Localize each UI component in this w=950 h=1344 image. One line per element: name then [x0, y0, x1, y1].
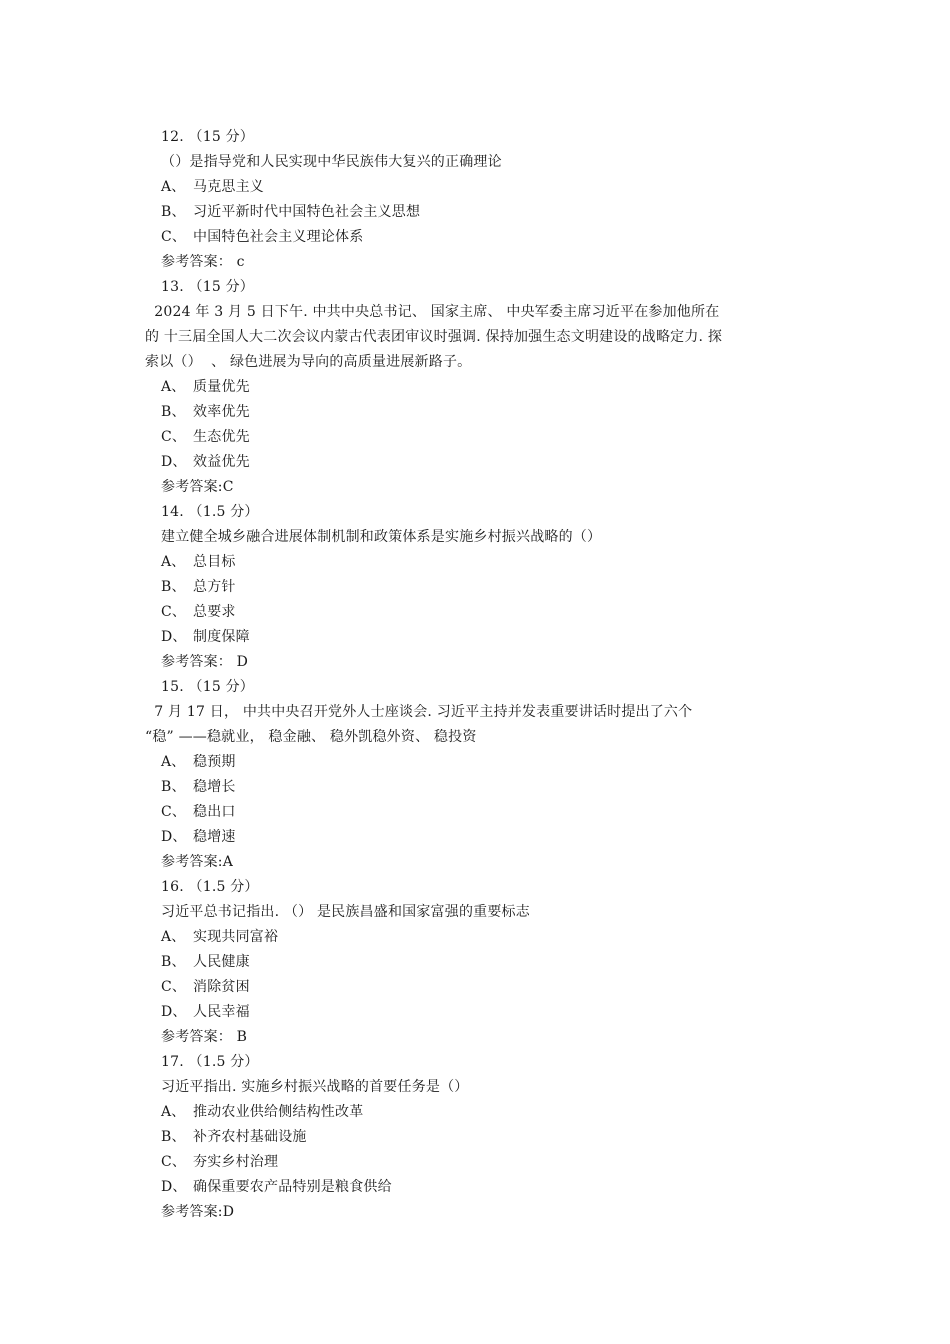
option-text: 马克思主义: [193, 179, 264, 195]
option-d: [145, 450, 815, 475]
question-header: 17. （1.5 分）: [161, 1054, 259, 1070]
question-14: [145, 500, 815, 675]
option-letter: A、: [161, 929, 186, 945]
option-c: [145, 1150, 815, 1175]
option-letter: A、: [161, 754, 186, 770]
option-letter: D、: [161, 1004, 187, 1020]
option-text: 生态优先: [193, 429, 250, 445]
question-stem-line: 2024 年 3 月 5 日下午. 中共中央总书记、 国家主席、 中央军委主席习近平在参加他所在: [145, 304, 720, 320]
option-letter: B、: [161, 204, 186, 220]
reference-answer: 参考答案： B: [161, 1029, 248, 1045]
option-d: [145, 825, 815, 850]
option-letter: D、: [161, 454, 187, 470]
question-12: [145, 125, 815, 275]
question-stem-line: 索以（） 、 绿色进展为导向的高质量进展新路子。: [145, 354, 472, 370]
reference-answer: 参考答案:C: [161, 479, 234, 495]
option-letter: A、: [161, 1104, 186, 1120]
option-c: [145, 225, 815, 250]
option-b: [145, 775, 815, 800]
question-15: [145, 675, 815, 875]
option-text: 习近平新时代中国特色社会主义思想: [193, 204, 421, 220]
option-letter: C、: [161, 804, 187, 820]
option-text: 夯实乡村治理: [193, 1154, 279, 1170]
option-text: 人民幸福: [193, 1004, 250, 1020]
option-letter: C、: [161, 979, 187, 995]
question-header: 16. （1.5 分）: [161, 879, 259, 895]
question-stem: 习近平总书记指出. （） 是民族昌盛和国家富强的重要标志: [161, 904, 530, 920]
option-text: 质量优先: [193, 379, 250, 395]
option-a: [145, 925, 815, 950]
option-letter: C、: [161, 1154, 187, 1170]
option-c: [145, 600, 815, 625]
option-letter: C、: [161, 604, 187, 620]
option-text: 中国特色社会主义理论体系: [193, 229, 364, 245]
question-stem-line: 7 月 17 日， 中共中央召开党外人士座谈会. 习近平主持并发表重要讲话时提出了六个: [145, 704, 693, 720]
option-b: [145, 950, 815, 975]
reference-answer: 参考答案:A: [161, 854, 234, 870]
option-d: [145, 1000, 815, 1025]
option-text: 消除贫困: [193, 979, 250, 995]
option-letter: D、: [161, 1179, 187, 1195]
option-letter: B、: [161, 404, 186, 420]
question-stem-line: “稳” ——稳就业， 稳金融、 稳外凯稳外资、 稳投资: [145, 729, 477, 745]
question-16: [145, 875, 815, 1050]
option-d: [145, 1175, 815, 1200]
option-letter: B、: [161, 779, 186, 795]
reference-answer: 参考答案:D: [161, 1204, 235, 1220]
option-text: 人民健康: [193, 954, 250, 970]
question-header: 13. （15 分）: [161, 279, 254, 295]
question-13: [145, 275, 815, 500]
option-text: 确保重要农产品特别是粮食供给: [193, 1179, 392, 1195]
option-b: [145, 575, 815, 600]
reference-answer: 参考答案： c: [161, 254, 245, 270]
option-text: 补齐农村基础设施: [193, 1129, 307, 1145]
question-stem-line: 的 十三届全国人大二次会议内蒙古代表团审议时强调. 保持加强生态文明建设的战略定力. 探: [145, 329, 723, 345]
option-text: 稳预期: [193, 754, 236, 770]
question-list: [145, 125, 815, 1225]
option-letter: A、: [161, 379, 186, 395]
option-letter: A、: [161, 554, 186, 570]
option-text: 稳增速: [193, 829, 236, 845]
option-c: [145, 425, 815, 450]
option-a: [145, 550, 815, 575]
question-header: 12. （15 分）: [161, 129, 254, 145]
option-text: 实现共同富裕: [193, 929, 279, 945]
question-header: 14. （1.5 分）: [161, 504, 259, 520]
option-b: [145, 200, 815, 225]
option-letter: B、: [161, 954, 186, 970]
option-b: [145, 1125, 815, 1150]
option-text: 总方针: [193, 579, 236, 595]
option-letter: C、: [161, 429, 187, 445]
question-header: 15. （15 分）: [161, 679, 254, 695]
option-text: 推动农业供给侧结构性改革: [193, 1104, 364, 1120]
option-a: [145, 375, 815, 400]
question-stem: （）是指导党和人民实现中华民族伟大复兴的正确理论: [161, 154, 502, 170]
option-text: 稳增长: [193, 779, 236, 795]
option-a: [145, 175, 815, 200]
option-letter: D、: [161, 829, 187, 845]
option-c: [145, 975, 815, 1000]
option-letter: B、: [161, 579, 186, 595]
option-letter: D、: [161, 629, 187, 645]
option-letter: A、: [161, 179, 186, 195]
question-stem: 习近平指出. 实施乡村振兴战略的首要任务是（）: [161, 1079, 469, 1095]
option-a: [145, 750, 815, 775]
question-17: [145, 1050, 815, 1225]
option-letter: C、: [161, 229, 187, 245]
reference-answer: 参考答案： D: [161, 654, 249, 670]
option-text: 效益优先: [193, 454, 250, 470]
option-d: [145, 625, 815, 650]
option-text: 效率优先: [193, 404, 250, 420]
option-b: [145, 400, 815, 425]
option-text: 总目标: [193, 554, 236, 570]
option-text: 总要求: [193, 604, 236, 620]
option-c: [145, 800, 815, 825]
option-text: 制度保障: [193, 629, 250, 645]
question-stem: 建立健全城乡融合进展体制机制和政策体系是实施乡村振兴战略的（）: [161, 529, 602, 545]
option-a: [145, 1100, 815, 1125]
option-letter: B、: [161, 1129, 186, 1145]
option-text: 稳出口: [193, 804, 236, 820]
